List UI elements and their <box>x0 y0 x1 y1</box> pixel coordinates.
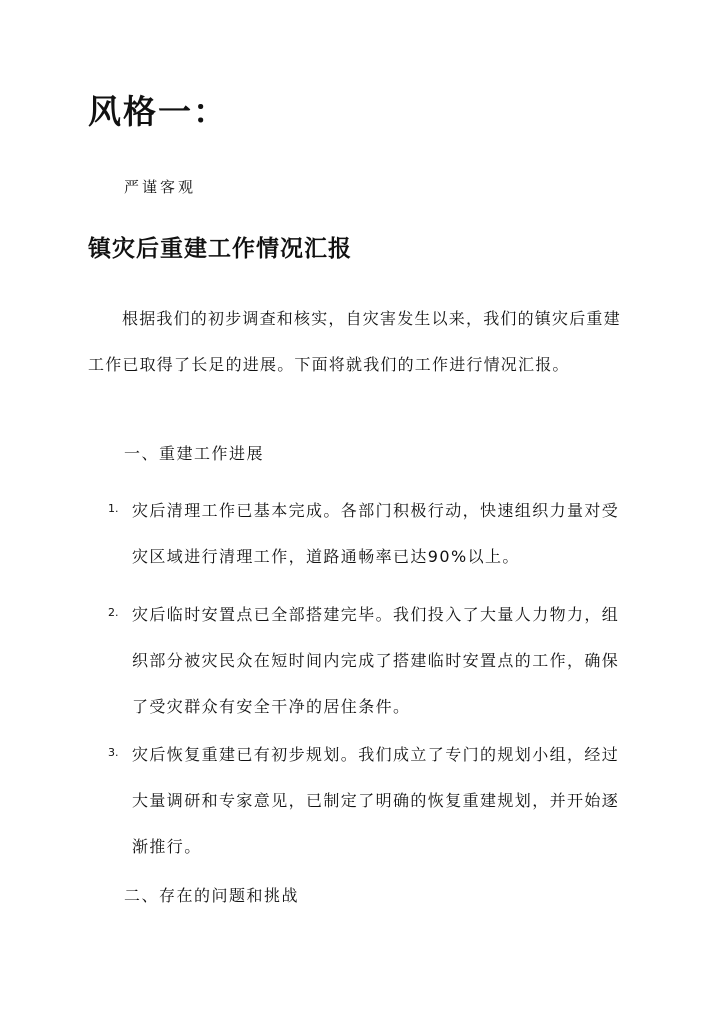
list-item-number: 3. <box>108 746 119 759</box>
list-item-text: 灾后恢复重建已有初步规划。我们成立了专门的规划小组，经过大量调研和专家意见，已制定了明确的恢复重建规划，并开始逐渐推行。 <box>132 745 620 856</box>
list-item-number: 1. <box>108 502 119 515</box>
list-item-text: 灾后清理工作已基本完成。各部门积极行动，快速组织力量对受灾区域进行清理工作，道路通畅率已达90%以上。 <box>132 501 620 566</box>
list-item-text: 灾后临时安置点已全部搭建完毕。我们投入了大量人力物力，组织部分被灾民众在短时间内完成了搭建临时安置点的工作，确保了受灾群众有安全干净的居住条件。 <box>132 605 620 716</box>
report-title: 镇灾后重建工作情况汇报 <box>88 236 352 262</box>
page-heading: 风格一： <box>88 92 228 131</box>
intro-paragraph: 根据我们的初步调查和核实，自灾害发生以来，我们的镇灾后重建工作已取得了长足的进展。下面将就我们的工作进行情况汇报。 <box>88 309 621 374</box>
section-heading-progress: 一、重建工作进展 <box>124 444 265 463</box>
section-heading-challenges: 二、存在的问题和挑战 <box>124 886 300 905</box>
style-label: 严谨客观 <box>124 178 197 196</box>
list-item-number: 2. <box>108 606 119 619</box>
